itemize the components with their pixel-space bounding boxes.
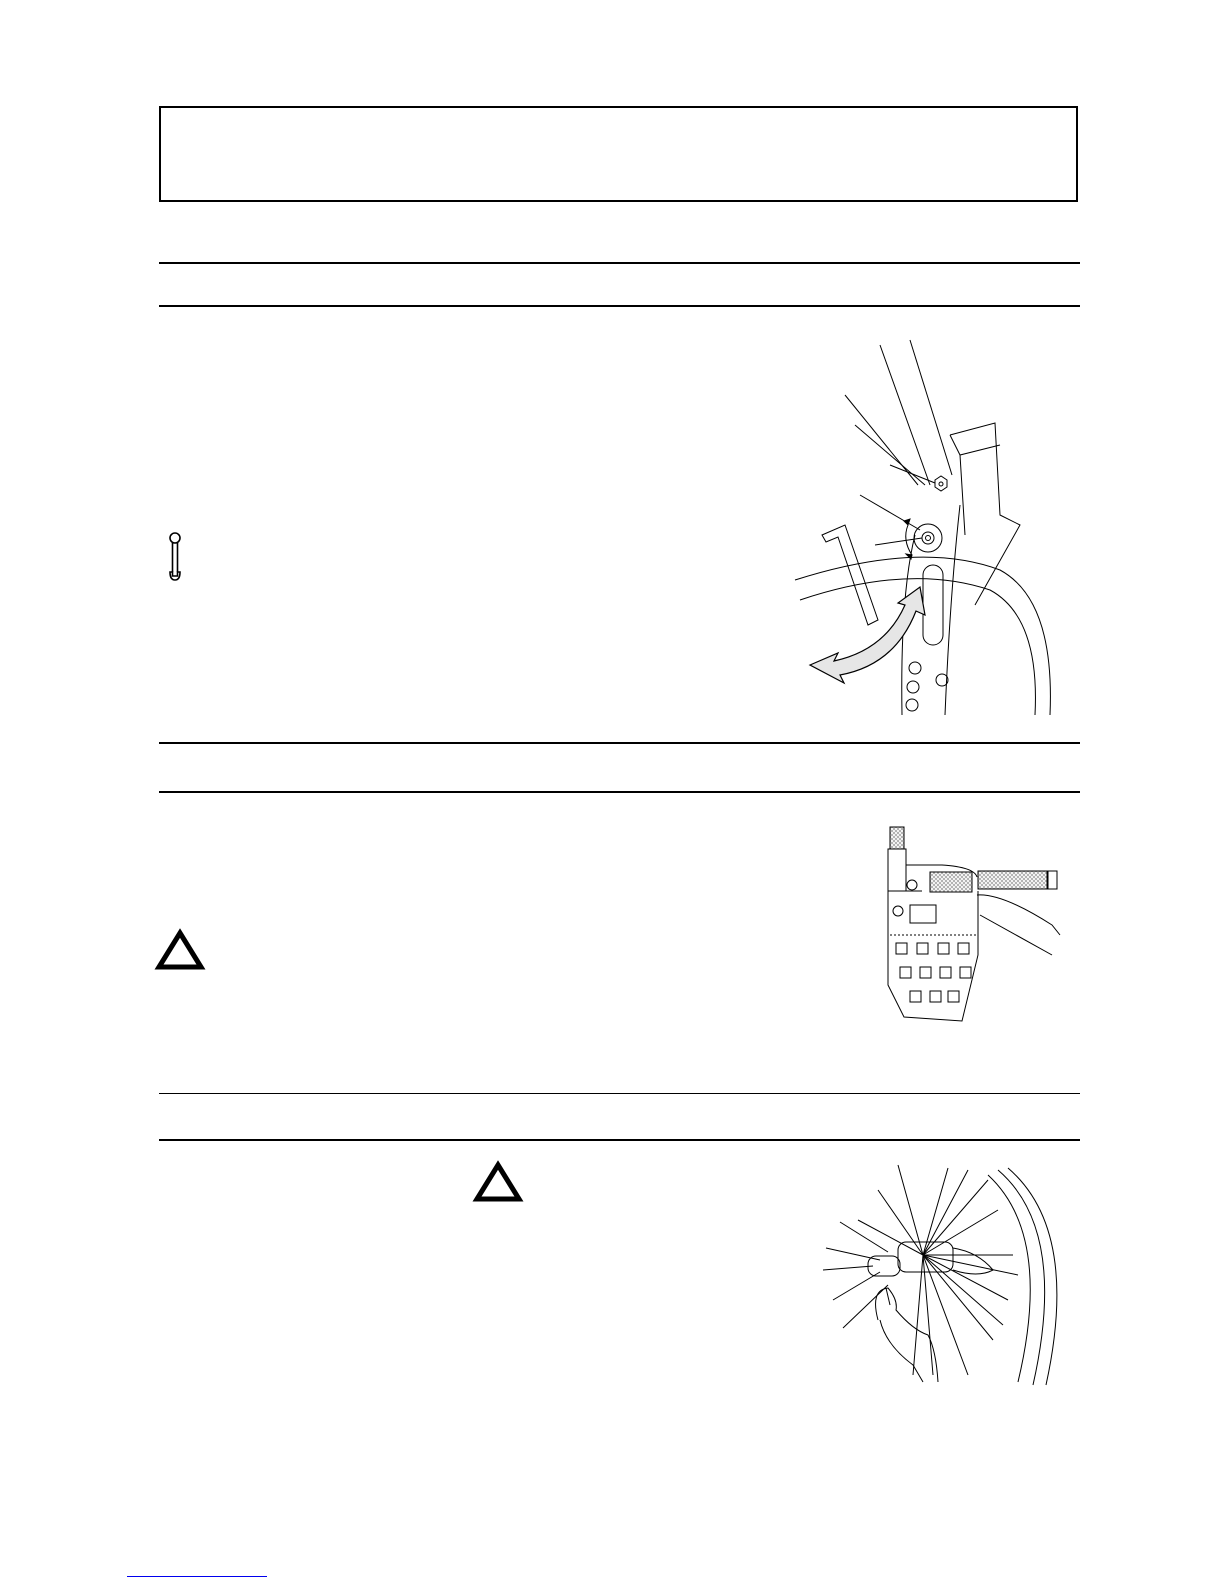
header-box [159, 106, 1078, 202]
section-1-top-rule [159, 262, 1080, 264]
section-1-bottom-rule [159, 305, 1080, 307]
section-3-top-rule [159, 1093, 1080, 1094]
warning-triangle-icon [474, 1162, 522, 1202]
footer-link[interactable] [127, 1576, 267, 1577]
warning-triangle-icon [156, 930, 204, 970]
front-caster-fork-adjustment-illustration [800, 335, 1070, 715]
section-2-top-rule [159, 742, 1080, 744]
armrest-side-panel-illustration [882, 825, 1067, 1025]
rear-wheel-quick-release-axle-illustration [818, 1160, 1078, 1385]
section-2-bottom-rule [159, 791, 1080, 793]
wrench-icon [164, 530, 186, 584]
section-3-bottom-rule [159, 1139, 1080, 1141]
